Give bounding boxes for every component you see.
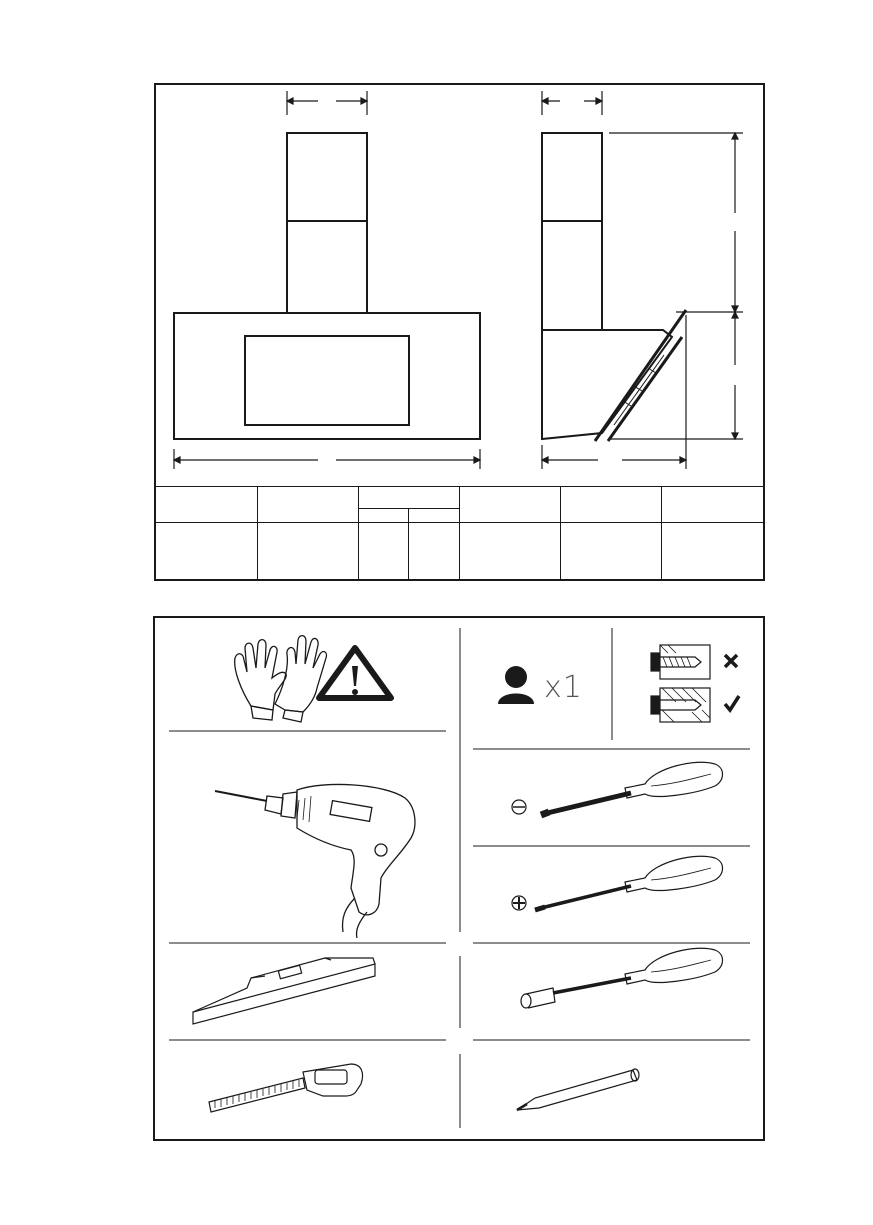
- table-header-cell: [459, 487, 560, 523]
- table-header-cell: [257, 487, 358, 523]
- table-header-cell: [661, 487, 763, 523]
- persons-required-count: x1: [544, 670, 583, 705]
- front-chimney-lower: [287, 221, 367, 313]
- side-hood-depth-dimension: [542, 315, 686, 469]
- dimension-drawing-panel: [154, 83, 765, 581]
- wall-plug-correct-icon: [651, 688, 739, 722]
- front-chimney-upper: [287, 133, 367, 221]
- side-view: [542, 133, 686, 441]
- tools-illustration: [155, 618, 763, 1139]
- table-value-cell: [459, 523, 560, 580]
- side-chimney-depth-dimension: [542, 91, 602, 115]
- table-value-cell: [257, 523, 358, 580]
- table-value-cell: [156, 523, 257, 580]
- table-value-cell: [560, 523, 661, 580]
- table-value-cell: [408, 523, 459, 580]
- tape-measure-icon: [209, 1064, 363, 1112]
- dimension-table: [156, 486, 763, 580]
- tools-panel: [153, 616, 765, 1141]
- side-glass-detail: [614, 355, 664, 425]
- side-glass-inner: [608, 337, 682, 441]
- gloves-icon: [235, 636, 327, 722]
- front-glass-panel: [245, 336, 409, 425]
- grid-dividers: [169, 628, 750, 1128]
- phillips-screwdriver-icon: [512, 856, 723, 910]
- person-icon: [498, 666, 534, 704]
- table-value-cell: [661, 523, 763, 580]
- table-subheader-cell: [408, 509, 459, 523]
- pencil-icon: [517, 1069, 639, 1110]
- flat-screwdriver-icon: [512, 762, 723, 815]
- table-header-cell: [156, 487, 257, 523]
- spirit-level-icon: [193, 958, 375, 1024]
- table-header-cell: [358, 487, 459, 509]
- warning-icon: [319, 648, 391, 698]
- front-chimney-width-dimension: [287, 91, 367, 115]
- table-value-cell: [358, 523, 408, 580]
- wall-plug-incorrect-icon: [651, 645, 737, 679]
- side-chimney-upper: [542, 133, 602, 221]
- front-hood-width-dimension: [174, 449, 480, 469]
- table-subheader-cell: [358, 509, 408, 523]
- drill-icon: [215, 784, 415, 938]
- front-hood-body: [174, 313, 480, 439]
- front-view: [174, 133, 480, 439]
- nut-driver-icon: [521, 948, 723, 1008]
- side-chimney-lower: [542, 221, 602, 330]
- table-header-cell: [560, 487, 661, 523]
